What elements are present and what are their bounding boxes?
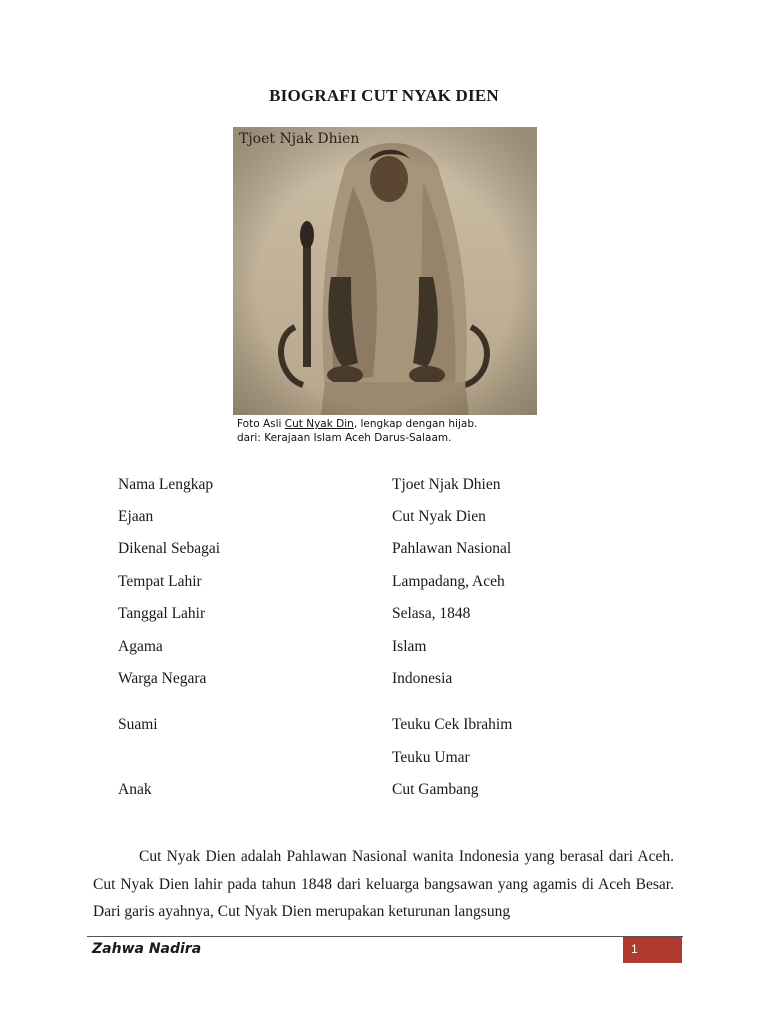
- biodata-value: Teuku Cek Ibrahim: [392, 716, 513, 733]
- caption-line-2: dari: Kerajaan Islam Aceh Darus-Salaam.: [237, 432, 452, 444]
- caption-link: Cut Nyak Din: [284, 418, 354, 430]
- biodata-value: Indonesia: [392, 670, 453, 687]
- biodata-key: Nama Lengkap: [118, 476, 214, 493]
- caption-text-post: , lengkap dengan hijab.: [353, 418, 478, 430]
- biodata-value: Cut Nyak Dien: [392, 508, 486, 525]
- biodata-value: Teuku Umar: [392, 749, 470, 766]
- caption-text-pre: Foto Asli: [237, 418, 285, 430]
- biodata-row: [118, 638, 718, 660]
- biodata-key: Ejaan: [118, 508, 154, 525]
- biodata-row: [118, 781, 718, 803]
- biodata-key: Agama: [118, 638, 163, 655]
- footer-author: Zahwa Nadira: [92, 941, 202, 957]
- portrait-illustration: [233, 127, 537, 415]
- biodata-key: Tempat Lahir: [118, 573, 202, 590]
- biodata-value: Islam: [392, 638, 427, 655]
- biodata-row: [118, 573, 718, 595]
- biodata-key: Anak: [118, 781, 152, 798]
- footer-divider: [87, 936, 683, 937]
- biodata-value: Pahlawan Nasional: [392, 540, 512, 557]
- biodata-row: [118, 540, 718, 562]
- portrait-figure: [233, 127, 537, 449]
- biodata-key: Dikenal Sebagai: [118, 540, 221, 557]
- biodata-value: Tjoet Njak Dhien: [392, 476, 501, 493]
- biodata-value: Lampadang, Aceh: [392, 573, 505, 590]
- biodata-key: Tanggal Lahir: [118, 605, 206, 622]
- portrait-photo: [233, 127, 537, 415]
- biodata-row: [118, 476, 718, 498]
- biodata-row: [118, 749, 718, 771]
- document-title: BIOGRAFI CUT NYAK DIEN: [269, 86, 499, 105]
- biodata-key: Suami: [118, 716, 158, 733]
- photo-label: Tjoet Njak Dhien: [239, 131, 360, 147]
- photo-caption: [237, 417, 537, 445]
- biodata-row: [118, 605, 718, 627]
- page-number: 1: [631, 942, 638, 956]
- biodata-value: Selasa, 1848: [392, 605, 471, 622]
- biodata-value: Cut Gambang: [392, 781, 479, 798]
- body-paragraph: Cut Nyak Dien adalah Pahlawan Nasional wanita Indonesia yang berasal dari Aceh. Cut Nyak Dien lahir pada tahun 1848 dari keluarga bangsawan yang agamis di Aceh Besar. Dari garis ayahnya, Cut Nyak Dien merupakan keturunan langsung: [93, 848, 674, 920]
- biodata-row: [118, 508, 718, 530]
- biodata-row: [118, 670, 718, 692]
- biodata-key: Warga Negara: [118, 670, 207, 687]
- page-number-box: [623, 937, 682, 963]
- biodata-row: [118, 716, 718, 738]
